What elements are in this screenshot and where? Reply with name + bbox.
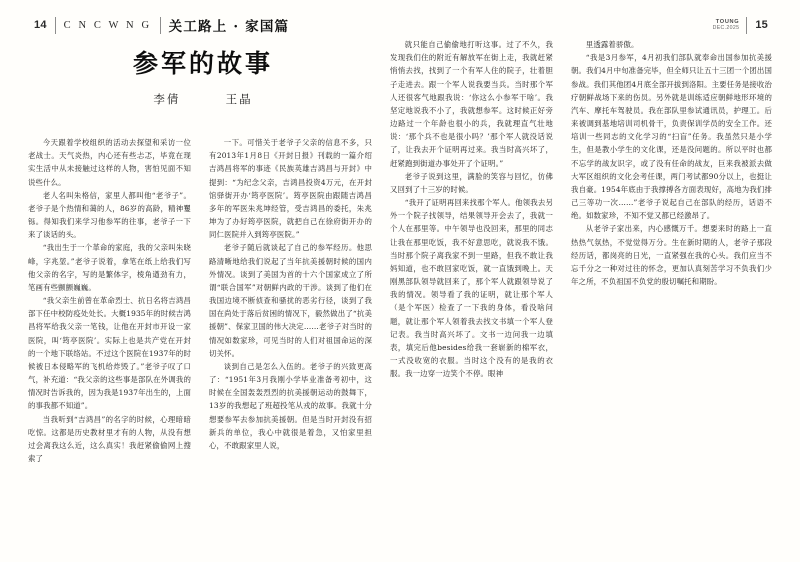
text-column-1 (28, 136, 191, 554)
paragraph: 老爷子说到这里，满脸的笑容与回忆，仿佛又回到了十三岁的时候。 (390, 171, 553, 194)
paragraph: 谈到自己是怎么入伍的。老爷子的兴致更高了：“1951年3月我刚小学毕业准备考初中，这时候在全国轰轰烈烈的抗美援朝运动的鼓舞下，13岁的我想起了班超投笔从戎的故事。我就十分想要参军去参加抗美援朝。但是当时开封没有招新兵的单位，我心中就很是着急，又怕家里担心，不敢跟家里人说， (209, 361, 372, 450)
section-title: 关工路上 · 家国篇 (168, 19, 290, 35)
paragraph: 老人名叫朱格信，家里人都叫他“老爷子”。老爷子是个热情和蔼的人，86岁的高龄，精神矍铄。得知我们来学习他参军的往事，老爷子一下来了谈话的头。 (28, 190, 191, 240)
paragraph: “我开了证明再回来找那个军人。他领我去另外一个院子找领导，结果领导开会去了，我就一个人在那里等。中午领导也没回来，那里的同志让我在那里吃饭，我不好意思吃，就说我不饿。当时那个院子离我家不到一里路，但我不敢让我妈知道，也不敢回家吃饭，就一直饿到晚上。天刚黑部队领导就回来了，那个军人就跟领导说了我的情况。领导看了我的证明，就让那个军人（是个军医）检查了一下我的身体，看没啥问题，就让那个军人领着我去找文书填一个军人登记表。我当时高兴坏了。文书一边问我一边填表，填完后他besides给我一套崭新的棉军衣，一式没收宽的衣服。当时这个没有的是我的衣服。我一边穿一边笑个不停。眼神 (390, 198, 553, 379)
masthead-line-2: DEC.2025 (712, 25, 740, 32)
brand-name: C N C W N G (63, 19, 152, 31)
author-name-2: 王晶 (225, 92, 253, 107)
masthead-line-1: TOUNG (715, 18, 740, 25)
text-column-2 (209, 136, 372, 554)
text-column-3 (390, 38, 553, 554)
paragraph: 今天跟着学校组织的活动去探望和采访一位老战士。天气炎热，内心还有些忐忑，毕竟在现实生活中从未接触过这样的人物，害怕见面不知说些什么。 (28, 138, 191, 187)
body-columns (28, 30, 772, 544)
paragraph: 从老爷子家出来，内心感慨万千。想要来时的路上一直热热气氛热，不觉觉得万分。生在新时期的人，老爷子那段经历话，都岗亮的日光，一直紧强在我的心头。我们应当不忘千分之一种对过往的怀念，更加认真刻苦学习不负我们少年之所，不负祖国不负党的殷切嘱托和期盼。 (571, 224, 772, 287)
article-title: 参军的故事 (132, 49, 273, 78)
paragraph: “我出生于一个革命的家庭，我的父亲叫朱晓峰，字兆堃。”老爷子说着，拿笔在纸上给我们写他父亲的名字，写的是繁体字，棱角遒劲有力，笔画有些颤颤巍巍。 (28, 243, 191, 292)
folio-left: 14 (34, 19, 47, 31)
folio-right: 15 (755, 19, 768, 31)
paragraph: 就只能自己偷偷地打听这事。过了不久，我发现我们住的附近有解放军在街上走，我就赶紧悄悄去找，找到了一个有军人住的院子，壮着胆子走进去。跟一个军人说我要当兵。当时那个军人还很客气地跟我说：‘你这么小参军干啥’。我坚定地说我不小了，我就想参军。这时候正好旁边路过一个年龄也很小的兵，我就理直气壮地说：‘那个兵不也是很小吗？’那个军人就没话说了，让我去开个证明再过来。我当时高兴坏了，赶紧跑到街道办事处开了个证明。” (390, 40, 553, 168)
paragraph: 一下。可惜关于老爷子父亲的信息不多，只有2013年1月8日《开封日报》刊载的一篇介绍吉鸿昌将军的事迹《民族英雄吉鸿昌与开封》中提到：“为纪念父亲，吉鸿昌投资4万元，在开封馆驿街开办‘筠亭医院’。筠亭医院由跟随吉鸿昌多年的军医朱兆坤经管，受吉鸿昌的委托，朱兆坤为了办好筠亭医院，就把自己在徐府街开办的同仁医院并入到筠亭医院。” (209, 138, 372, 240)
author-name-1: 李倩 (153, 92, 181, 107)
text-column-4 (571, 38, 772, 554)
paragraph: “我父亲生前曾在革命烈士、抗日名将吉鸿昌部下任中校防疫处处长。大概1935年的时候吉鸿昌将军给我父亲一笔钱，让他在开封市开设一家医院，叫‘筠亭医院’。实际上也是共产党在开封的一个地下联络站。不过这个医院在1937年的时候被日本侵略军的飞机给炸毁了。”老爷子叹了口气，补充道：“我父亲的这些事是部队在外调我的情况时告诉我的，因为我是1937年出生的，上面的事我都不知道”。 (28, 296, 191, 411)
paragraph: 老爷子随后就谈起了自己的参军经历。他思路清晰地给我们说起了当年抗美援朝时候的国内外情况。谈到了美国为首的十六个国家成立了所谓“联合国军”对朝鲜内政的干涉。谈到了他们在我国边境不断侦查和骚扰的恶劣行径，谈到了我国在尚处于落后贫困的情况下，毅然做出了“抗美援朝”、保家卫国的伟大决定……老爷子对当时的情况如数家珍，可见当时的人们对祖国命运的深切关怀。 (209, 243, 372, 358)
paragraph: 里透露着骄傲。 (585, 40, 639, 49)
paragraph: 当我听到“吉鸿昌”的名字的时候，心理暗暗吃惊。这都是历史教材里才有的人物，从没有想过会离我这么近，这么真实！我赶紧偷偷网上搜索了 (28, 414, 191, 464)
paragraph: “我是3月参军，4月初我们部队就奉命出国参加抗美援朝。我们4月中旬准备完毕，但全师只让五十三团一个团出国参战。我们其他团4月底全部开拔到洛阳。主要任务是接收治疗朝鲜战场下来的伤员。另外就是训练适应朝鲜地形环境的汽车、摩托车驾驶员。我在部队里参试通讯员，护理工。后来被调到基地培训司机骨干，负责保训学员的安全工作。还培训一些同志的文化学习的“扫盲”任务。我虽然只是小学生，但是教小学生的文化课，还是没问题的。所以平时也都不忘学的战友识字，或了没有任命的战友，巨来我被派去做大军区组织的文化会考任课，两门考试都90分以上，也挺让我自豪。1954年底由于我撑搏各方面表现好，高地为我们排己三等功一次……”老爷子说起自己在部队的经历，话语不绝。如数家珍，不知不觉又都已经激昂了。 (571, 53, 772, 221)
